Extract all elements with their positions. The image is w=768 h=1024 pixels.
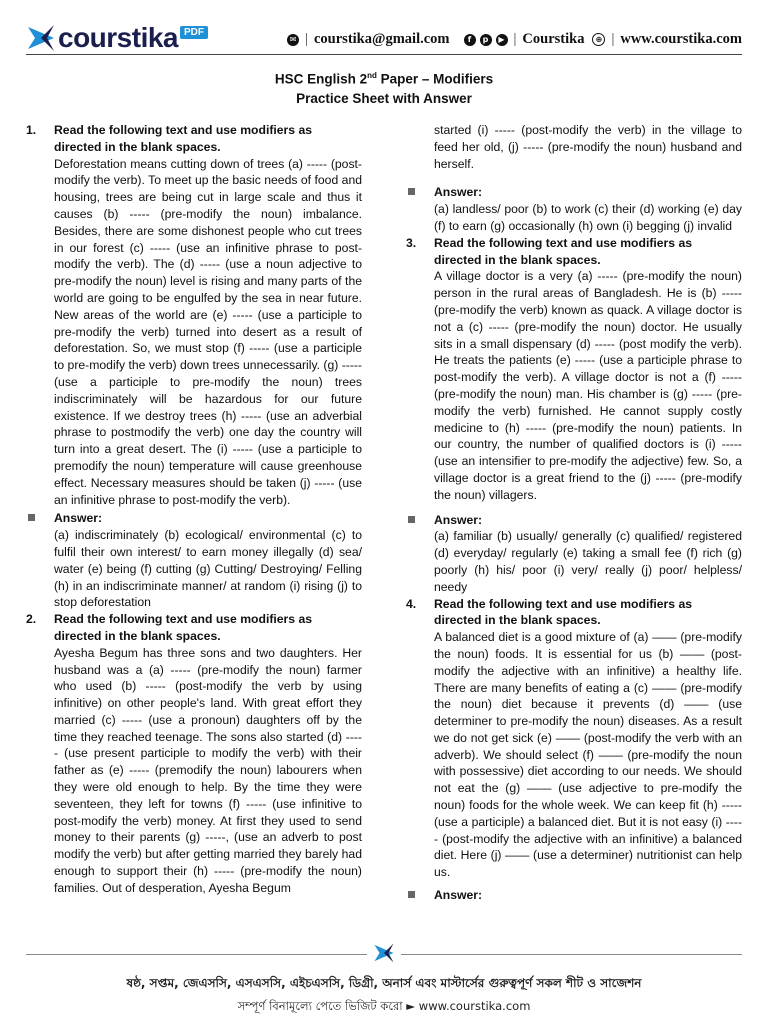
footer-line-1: ষষ্ঠ, সপ্তম, জেএসসি, এসএসসি, এইচএসসি, ডিগ্রী, অনার্স এবং মাস্টার্সের গুরুত্বপূর্ণ সকল শীট ও সাজেশন xyxy=(126,976,642,990)
left-column xyxy=(26,122,362,897)
answer-3-text: (a) familiar (b) usually/ generally (c) qualified/ registered (d) everyday/ regularly (e) taking a small fee (f) rich (g) poorly (h) his/ poor (i) very/ really (j) poor/ helpless/ needy xyxy=(434,529,742,594)
facebook-icon[interactable]: f xyxy=(464,34,476,46)
question-1: 1. Read the following text and use modifiers as directed in the blank spaces. Deforestation means cutting down of trees (a) ----- (post-modify the verb). To meet up the basic needs of food and housing, trees are being cut in large scale and thus it causes (b) ----- (pre-modify the noun) imbalance. Besides, there are some dishonest people who cut trees in our forest (c) ----- (use an infinitive phrase to post-modify the verb). The (d) ----- (use a noun adjective to pre-modify the noun) level is rising and many parts of the world are going to be engulfed by the sea in near future. New areas of the world are (e) ----- (use a participle to pre-modify the verb) turned into desert as a result of deforestation. So, we must stop (f) ----- (use a participle to pre-modify the verb) down trees unnecessarily. (g) ----- (use a participle to pre-modify the noun) trees indiscriminately will be hazardous for our future existence. If we destroy trees (h) ----- (use an adverbial phrase to postmodify the verb) one day the country will turn into a great desert. The (i) ----- (use a participle to premodify the noun) temperature will cause greenhouse effect. Necessary measures should be taken (j) ----- (use an infinitive phrase to post-modify the verb). xyxy=(26,123,362,507)
answer-4: Answer: xyxy=(406,887,742,904)
answer-2: Answer: (a) landless/ poor (b) to work (c) their (d) working (e) day (f) to earn (g) occasionally (h) own (i) begging (j) invalid xyxy=(406,184,742,234)
email-link[interactable]: courstika@gmail.com xyxy=(313,31,450,47)
brand-logo[interactable] xyxy=(26,22,208,54)
bullet-icon xyxy=(408,188,415,195)
question-4-instruction: Read the following text and use modifiers as directed in the blank spaces. xyxy=(434,596,693,628)
email-icon: ✉ xyxy=(287,34,299,46)
right-column xyxy=(406,122,742,904)
bullet-icon xyxy=(408,891,415,898)
page-subtitle: Practice Sheet with Answer xyxy=(296,90,472,106)
footer-logo-icon xyxy=(367,942,401,964)
question-4: 4. Read the following text and use modifiers as directed in the blank spaces. A balanced diet is a good mixture of (a) —— (pre-modify the noun) foods. It is essential for us (b) —— (post-modify the adjective with an infinitive) a healthy life. There are many benefits of eating a (c) —— (pre-modify the noun) diet because it prevents (d) —— (use determiner to pre-modify the noun) diseases. As a result we do not get sick (e) —— (post-modify the verb with an adverb). We should select (f) —— (pre-modify the noun with possessive) diet according to our needs. We should not eat the (g) —— (use adjective to pre-modify the noun) foods for the whole week. We can keep fit (h) ----- (use a participle) a balanced diet. But it is not easy (i) ----- (post-modify the adjective with an infinitive) a balanced diet. Here (j) —— (use a determiner) nutritionist can help us. xyxy=(406,596,742,880)
page-title: HSC English 2nd Paper – Modifiers Practice Sheet with Answer xyxy=(0,66,768,108)
bullet-icon xyxy=(408,516,415,523)
header-divider xyxy=(26,54,742,55)
answer-2-text: (a) landless/ poor (b) to work (c) their (d) working (e) day (f) to earn (g) occasionally (h) own (i) begging (j) invalid xyxy=(434,202,742,233)
pdf-badge: PDF xyxy=(180,26,208,39)
question-2-continued: started (i) ----- (post-modify the verb) in the village to feed her old, (j) ----- (pre-modify the noun) husband and herself. xyxy=(434,123,742,171)
website-link[interactable]: www.courstika.com xyxy=(620,31,742,47)
question-3-instruction: Read the following text and use modifiers as directed in the blank spaces. xyxy=(434,235,693,267)
social-name: Courstika xyxy=(522,31,585,47)
question-1-instruction: Read the following text and use modifiers as directed in the blank spaces. xyxy=(54,123,313,154)
globe-icon: ⊕ xyxy=(592,33,605,46)
youtube-icon[interactable]: ▶ xyxy=(496,34,508,46)
question-3-text: A village doctor is a very (a) ----- (pre-modify the noun) person in the rural areas of Bangladesh. He is (b) ----- (pre-modify the verb) known as quack. A village doctor is not a (c) ----- (pre-modify the noun) doctor. He usually sits in a small dispensary (d) ----- (post modify the verb). He treats the patients (e) ----- (use a participle phrase to post-modify the verb). A village doctor is not a (f) ----- (pre-modify the noun) man. His chamber is (g) ----- (pre-modify the verb) furnished. He cannot supply costly medicine to (h) ----- (pre-modify the noun) patients. In our country, the number of qualified doctors is (i) ----- (use an intensifier to pre-modify the adjective) few. So, a village doctor is a great friend to the (j) ----- (pre-modify the noun) villagers. xyxy=(434,269,742,502)
pinterest-icon[interactable]: p xyxy=(480,34,492,46)
question-3: 3. Read the following text and use modifiers as directed in the blank spaces. A village doctor is a very (a) ----- (pre-modify the noun) person in the rural areas of Bangladesh. He is (b) ----- (pre-modify the verb) known as quack. A village doctor is not a (c) ----- (pre-modify the noun) doctor. He usually sits in a small dispensary (d) ----- (post modify the verb). He treats the patients (e) ----- (use a participle phrase to post-modify the verb). A village doctor is not a (f) ----- (pre-modify the noun) man. His chamber is (g) ----- (pre-modify the verb) furnished. He cannot supply costly medicine to (h) ----- (pre-modify the noun) patients. In our country, the number of qualified doctors is (i) ----- (use an intensifier to pre-modify the adjective) few. So, a village doctor is a great friend to the (j) ----- (pre-modify the noun) villagers. xyxy=(406,235,742,502)
question-1-text: Deforestation means cutting down of trees (a) ----- (post-modify the verb). To meet up the basic needs of food and housing, trees are being cut in large scale and thus it causes (b) ----- (pre-modify the noun) imbalance. Besides, there are some dishonest people who cut trees in our forest (c) ----- (use an infinitive phrase to post-modify the verb). The (d) ----- (use a noun adjective to pre-modify the noun) level is rising and many parts of the world are going to be engulfed by the sea in near future. New areas of the world are (e) ----- (use a participle to pre-modify the verb) turned into desert as a result of deforestation. So, we must stop (f) ----- (use a participle to pre-modify the verb) down trees unnecessarily. (g) ----- (use a participle to pre-modify the noun) trees indiscriminately will be hazardous for our future existence. If we destroy trees (h) ----- (use an adverbial phrase to postmodify the verb) one day the country will turn into a great desert. The (i) ----- (use a participle to premodify the noun) temperature will cause greenhouse effect. Necessary measures should be taken (j) ----- (use an infinitive phrase to post-modify the verb). xyxy=(54,156,362,507)
page-footer xyxy=(0,942,768,1017)
answer-1-text: (a) indiscriminately (b) ecological/ environmental (c) to fulfil their own interest/ to earn money illegally (d) sea/ water (e) being (f) cutting (g) Cutting/ Destroying/ Felling (h) in an indiscriminate manner/ at random (i) rising (j) to stop deforestation xyxy=(54,528,362,610)
contact-bar: ✉ | courstika@gmail.com f p ▶ | Courstika ⊕ | www.courstika.com xyxy=(287,31,742,48)
footer-line-2[interactable]: সম্পূর্ণ বিনামূল্যে পেতে ভিজিট করো ► www.courstika.com xyxy=(237,999,531,1013)
question-2-instruction: Read the following text and use modifiers as directed in the blank spaces. xyxy=(54,612,313,643)
question-4-text: A balanced diet is a good mixture of (a) —— (pre-modify the noun) foods. It is essential for us (b) —— (post-modify the adjective with an infinitive) a healthy life. There are many benefits of eating a (c) —— (pre-modify the noun) diet because it prevents (d) —— (use determiner to pre-modify the noun) diseases. As a result we do not get sick (e) —— (post-modify the verb with an adverb). We should select (f) —— (pre-modify the noun with possessive) diet according to our needs. We should not eat the (g) —— (use adjective to pre-modify the noun) foods for the whole week. We can keep fit (h) ----- (use a participle) a balanced diet. But it is not easy (i) ----- (post-modify the adjective with an infinitive) a balanced diet. Here (j) —— (use a determiner) nutritionist can help us. xyxy=(434,630,742,880)
answer-3: Answer: (a) familiar (b) usually/ generally (c) qualified/ registered (d) everyday/ regularly (e) taking a small fee (f) rich (g) poorly (h) his/ poor (i) very/ really (j) poor/ helpless/ needy xyxy=(406,512,742,596)
question-2: 2. Read the following text and use modifiers as directed in the blank spaces. Ayesha Begum has three sons and two daughters. Her husband was a (a) ----- (pre-modify the noun) farmer who used (b) ----- (post-modify the verb by using infinitive) on other people's land. With great effort they married (c) ----- (use a pronoun) daughters off by the time they reached teenage. The sons also started (d) ----- (use present participle to modify the verb) with their father as (e) ----- (premodify the noun) labourers when they were old enough to help. By the time they were seventeen, they left for towns (f) ----- (use infinitive to post-modify the verb) money. At first they used to send money to their parents (g) -----, (use an adverb to post modify the verb) but after getting married they barely had enough to support their (h) ----- (pre-modify the noun) families. Out of desperation, Ayesha Begum xyxy=(26,612,362,895)
answer-1: Answer: (a) indiscriminately (b) ecological/ environmental (c) to fulfil their own interest/ to earn money illegally (d) sea/ water (e) being (f) cutting (g) Cutting/ Destroying/ Felling (h) in an indiscriminate manner/ at random (i) rising (j) to stop deforestation xyxy=(26,510,362,611)
brand-name: courstika xyxy=(58,22,178,53)
logo-icon xyxy=(26,23,56,53)
bullet-icon xyxy=(28,514,35,521)
question-2-text: Ayesha Begum has three sons and two daughters. Her husband was a (a) ----- (pre-modify the noun) farmer who used (b) ----- (post-modify the verb by using infinitive) on other people's land. With great effort they married (c) ----- (use a pronoun) daughters off by the time they reached teenage. The sons also started (d) ----- (use present participle to modify the verb) with their father as (e) ----- (premodify the noun) labourers when they were old enough to help. By the time they were seventeen, they left for towns (f) ----- (use infinitive to post-modify the verb) money. At first they used to send money to their parents (g) -----, (use an adverb to post modify the verb) but after getting married they barely had enough to support their (h) ----- (pre-modify the noun) families. Out of desperation, Ayesha Begum xyxy=(54,645,362,895)
